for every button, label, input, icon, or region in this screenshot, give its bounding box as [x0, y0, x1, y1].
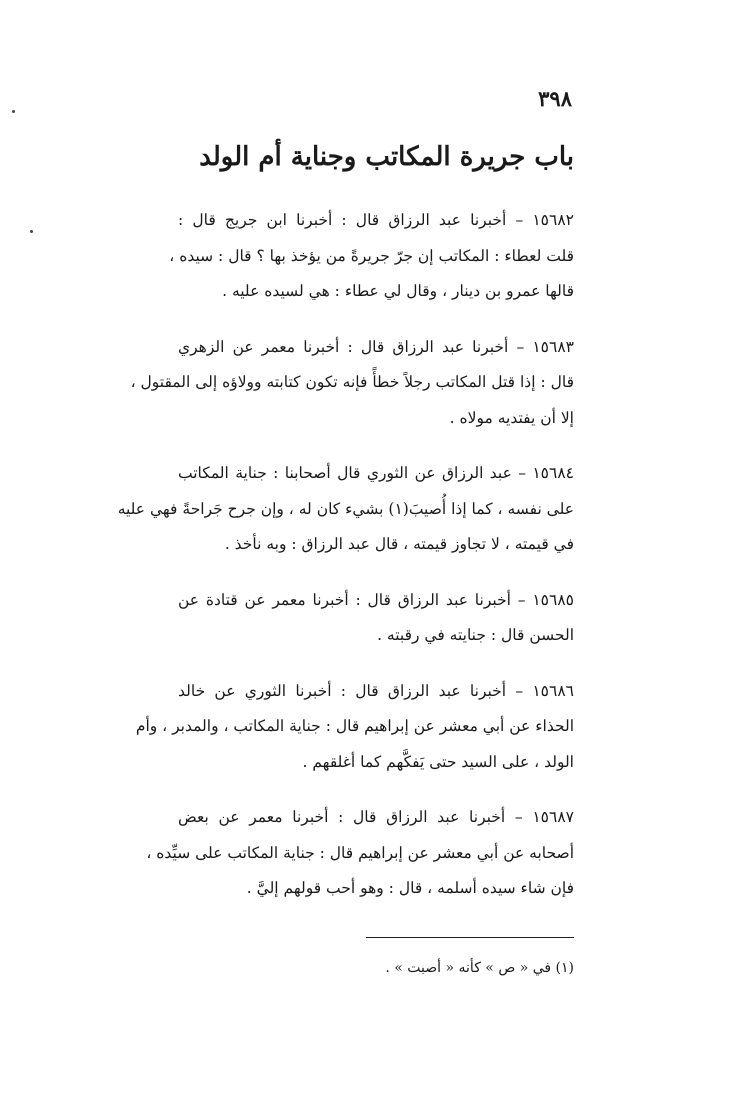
page-number: ٣٩٨ [538, 86, 572, 111]
text-line: الولد ، على السيد حتى يَفكَّهم كما أغلقهم . [302, 752, 574, 771]
hadith-paragraph [130, 330, 574, 437]
margin-mark [12, 110, 15, 113]
text-line: ١٥٦٨٧ – أخبرنا عبد الرزاق قال : أخبرنا معمر عن بعض [178, 808, 574, 826]
text-line: ١٥٦٨٢ – أخبرنا عبد الرزاق قال : أخبرنا ابن جريج قال : [178, 211, 574, 229]
text-line: ١٥٦٨٥ – أخبرنا عبد الرزاق قال : أخبرنا معمر عن قتادة عن [178, 590, 574, 609]
text-line: قال : إذا قتل المكاتب رجلاً خطأً فإنه تكون كتابته وولاؤه إلى المقتول ، [130, 373, 574, 391]
text-line: قلت لعطاء : المكاتب إن جرّ جريرةً من يؤخذ بها ؟ قال : سيده ، [169, 246, 574, 265]
text-line: الحسن قال : جنايته في رقبته . [377, 626, 574, 644]
hadith-paragraph [169, 203, 574, 310]
text-line: أصحابه عن أبي معشر عن إبراهيم قال : جناية المكاتب على سيِّده ، [146, 843, 574, 862]
hadith-paragraph [117, 456, 574, 563]
text-line: في قيمته ، لا تجاوز قيمته ، قال عبد الرزاق : وبه نأخذ . [224, 535, 574, 553]
text-line: ١٥٦٨٤ – عبد الرزاق عن الثوري قال أصحابنا : جناية المكاتب [178, 464, 574, 482]
footnote: (١) في « ص » كأنه « أصبت » . [385, 960, 574, 976]
hadith-paragraph [178, 583, 574, 654]
text-line: قالها عمرو بن دينار ، وقال لي عطاء : هي لسيده عليه . [222, 282, 574, 300]
text-line: على نفسه ، كما إذا أُصيبَ(١) بشيء كان له ، وإن جرح جَراحةً فهي عليه [117, 499, 574, 518]
footnote-divider [366, 937, 574, 938]
chapter-title: باب جريرة المكاتب وجناية أم الولد [199, 142, 574, 172]
text-line: الحذاء عن أبي معشر عن إبراهيم قال : جناية المكاتب ، والمدبر ، وأم [135, 717, 574, 735]
text-line: فإن شاء سيده أسلمه ، قال : وهو أحب قولهم إليَّ . [246, 879, 574, 897]
text-line: إلا أن يفتديه مولاه . [449, 408, 574, 427]
text-line: ١٥٦٨٦ – أخبرنا عبد الرزاق قال : أخبرنا الثوري عن خالد [178, 681, 574, 700]
text-line: ١٥٦٨٣ – أخبرنا عبد الرزاق قال : أخبرنا معمر عن الزهري [178, 337, 574, 356]
hadith-paragraph [135, 674, 574, 781]
body-text [117, 203, 574, 927]
hadith-paragraph [146, 800, 574, 907]
margin-mark [30, 230, 33, 233]
